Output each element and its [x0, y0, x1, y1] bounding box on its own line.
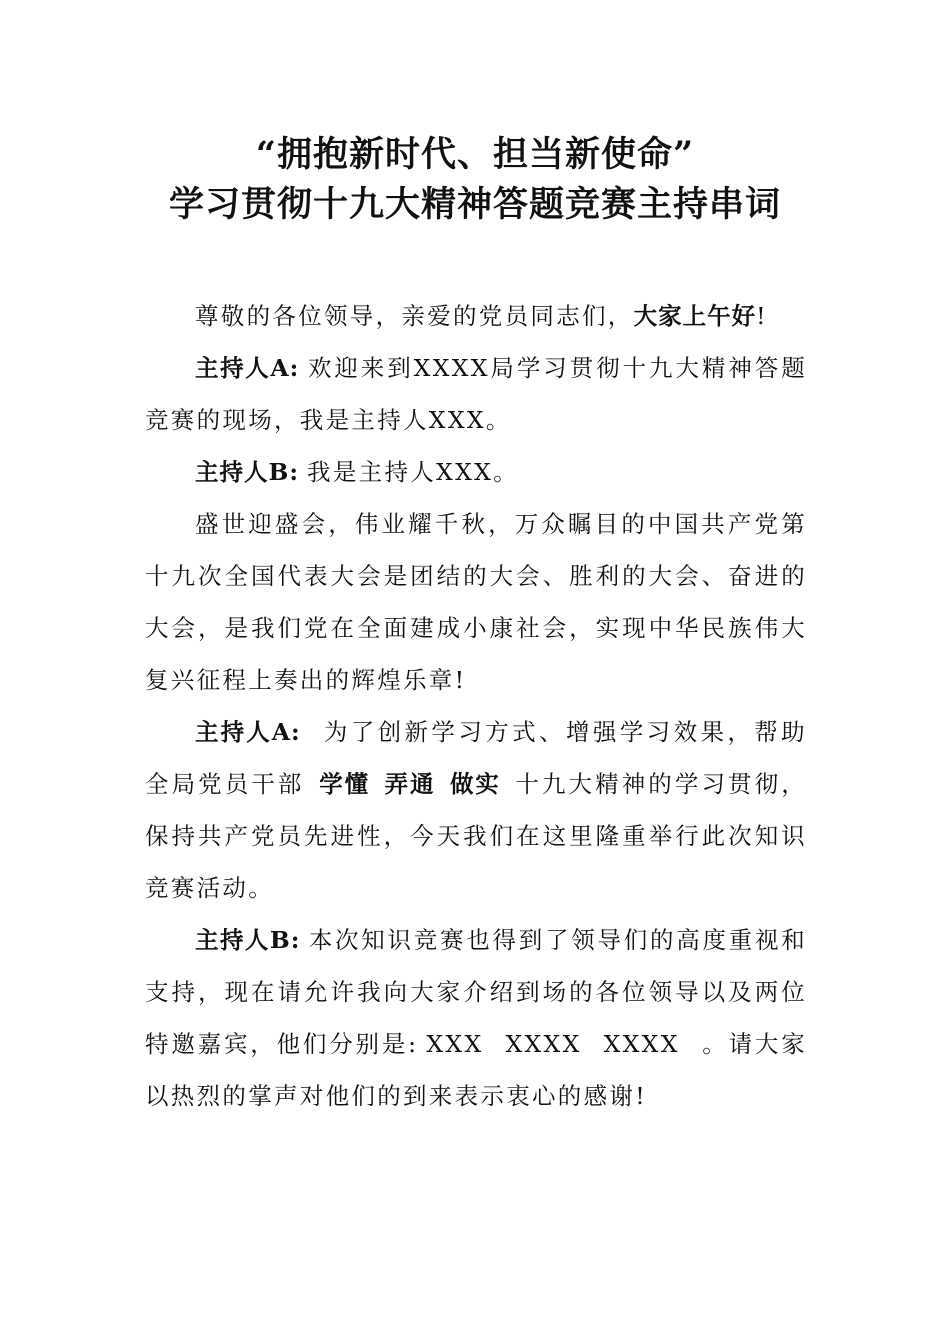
speaker-label: 主持人A: — [195, 718, 301, 746]
title-line-2: 学习贯彻十九大精神答题竞赛主持串词 — [168, 184, 781, 225]
paragraph-text: 十九大精神的学习贯彻，保持共产党员先进性，今天我们在这里隆重举行此次知识竞赛活动。 — [145, 770, 808, 902]
paragraph-text: 盛世迎盛会，伟业耀千秋，万众瞩目的中国共产党第十九次全国代表大会是团结的大会、胜利的大会、奋进的大会，是我们党在全面建成小康社会，实现中华民族伟大复兴征程上奏出的辉煌乐章! — [145, 510, 807, 694]
paragraph-text: 。请大家以热烈的掌声对他们的到来表示衷心的感谢! — [145, 1030, 808, 1110]
guest-name: XXXX — [603, 1030, 680, 1058]
speaker-label: 主持人B: — [195, 926, 301, 954]
paragraph-text: 欢迎来到XXXX局学习贯彻十九大精神答题竞赛的现场，我是主持人XXX。 — [145, 354, 807, 434]
speaker-label: 主持人B: — [195, 458, 300, 486]
paragraph-host-b-guests — [145, 914, 807, 1122]
paragraph-text: 我是主持人XXX。 — [307, 458, 519, 486]
paragraph-host-a-purpose — [145, 706, 807, 914]
paragraph-congress — [145, 498, 807, 706]
keyword-bold: 学懂 — [318, 770, 370, 798]
speaker-label: 主持人A: — [195, 354, 300, 382]
guest-name: XXXX — [505, 1030, 582, 1058]
paragraph-host-b-intro — [145, 446, 807, 498]
greeting-text: 尊敬的各位领导，亲爱的党员同志们， — [195, 302, 634, 330]
guest-name: XXX — [426, 1030, 484, 1058]
greeting-end: ! — [756, 302, 768, 330]
keyword-bold: 弄通 — [383, 770, 436, 798]
title-line-1: “拥抱新时代、担当新使命” — [255, 134, 695, 175]
paragraph-text: 为了创新学习方式、增强学习效果，帮助全局党员干部 — [145, 718, 807, 798]
keyword-bold: 做实 — [449, 770, 501, 798]
paragraph-text: 本次知识竞赛也得到了领导们的高度重视和支持，现在请允许我向大家介绍到场的各位领导以及两位特邀嘉宾，他们分别是: — [145, 926, 807, 1058]
document-body — [145, 290, 807, 1122]
paragraph-host-a-welcome — [145, 342, 807, 446]
greeting-bold: 大家上午好 — [633, 302, 757, 330]
paragraph-greeting — [145, 290, 807, 342]
